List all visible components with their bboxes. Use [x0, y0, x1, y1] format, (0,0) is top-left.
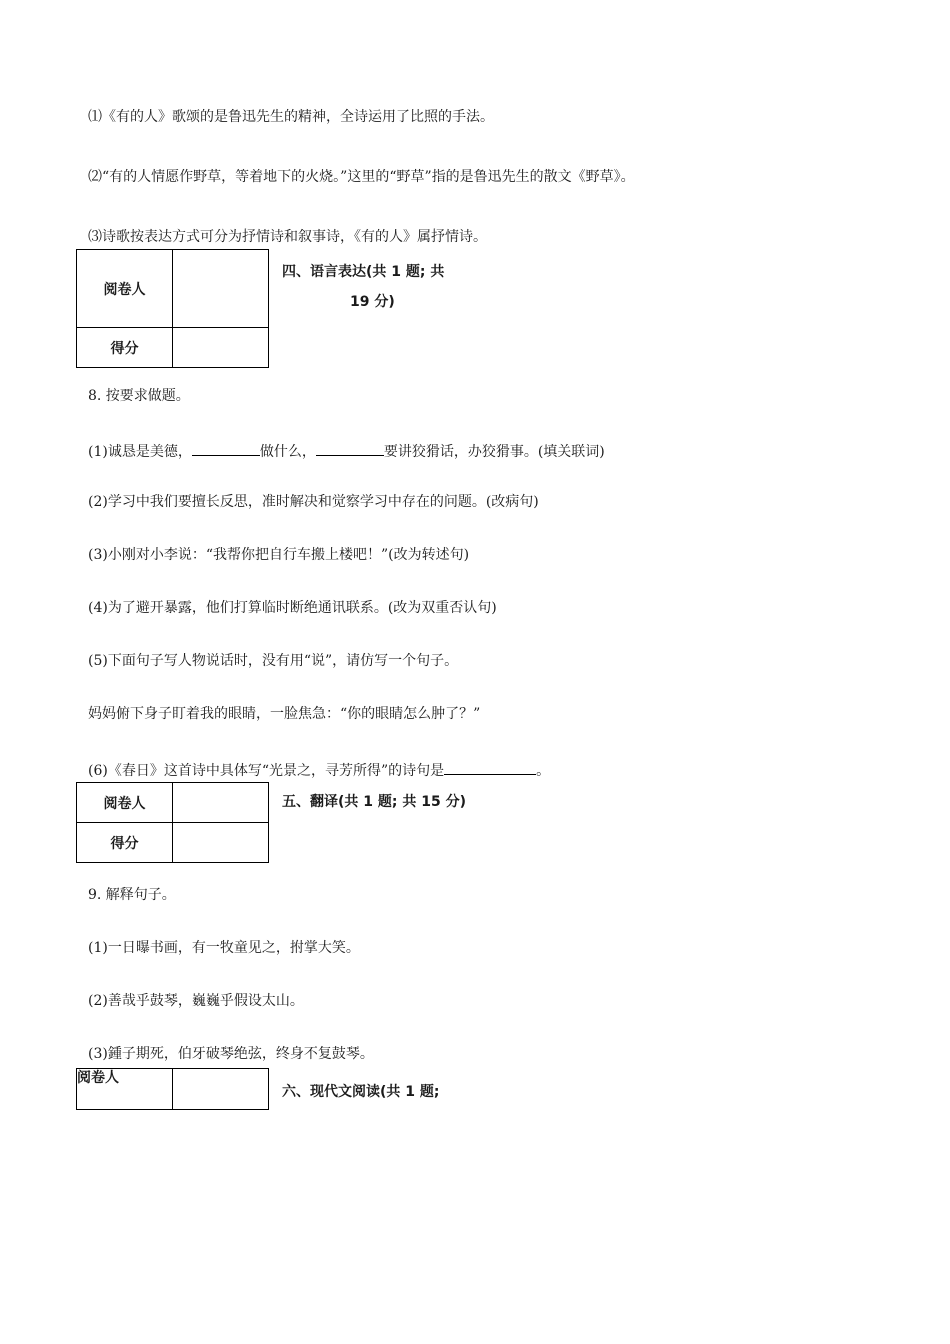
fill-blank-2[interactable] [316, 439, 384, 456]
question-8-item-5: (5)下面句子写人物说话时，没有用“说”，请仿写一个句子。 [88, 653, 459, 669]
question-8-item-1 [88, 439, 605, 462]
question-9-item-1: (1)一日曝书画，有一牧童见之，拊掌大笑。 [88, 940, 360, 956]
statement-2: ⑵“有的人情愿作野草，等着地下的火烧。”这里的“野草”指的是鲁迅先生的散文《野草》。 [88, 169, 635, 185]
score-cell[interactable] [173, 823, 269, 863]
question-8-item-2: (2)学习中我们要擅长反思，准时解决和觉察学习中存在的问题。(改病句) [88, 494, 539, 510]
score-box-section-6 [76, 1068, 269, 1110]
q8-item1-part-a: (1)诚恳是美德， [88, 444, 192, 460]
q8-item1-part-b: 做什么， [259, 444, 316, 460]
reviewer-cell[interactable] [173, 250, 269, 328]
score-cell[interactable] [173, 328, 269, 368]
fill-blank-3[interactable] [444, 758, 536, 775]
q8-item6-part-b: 。 [536, 763, 551, 779]
question-9-item-3: (3)鍾子期死，伯牙破琴绝弦，终身不复鼓琴。 [88, 1046, 374, 1062]
q8-item6-part-a: (6)《春日》这首诗中具体写“光景之，寻芳所得”的诗句是 [88, 763, 445, 779]
reviewer-cell[interactable] [173, 783, 269, 823]
score-label: 得分 [77, 823, 173, 863]
section-6-heading: 六、现代文阅读(共 1 题; [282, 1084, 440, 1100]
question-9-title: 9. 解释句子。 [88, 887, 176, 903]
question-8-item-3: (3)小刚对小李说：“我帮你把自行车搬上楼吧！”(改为转述句) [88, 547, 470, 563]
question-8-item-6 [88, 758, 550, 781]
question-9-item-2: (2)善哉乎鼓琴，巍巍乎假设太山。 [88, 993, 304, 1009]
statement-1: ⑴《有的人》歌颂的是鲁迅先生的精神，全诗运用了比照的手法。 [88, 109, 494, 125]
section-4-heading-line2: 19 分) [350, 294, 395, 310]
section-5-heading: 五、翻译(共 1 题; 共 15 分) [282, 794, 466, 810]
score-box-section-4 [76, 249, 269, 368]
reviewer-cell[interactable] [173, 1069, 269, 1110]
score-label: 得分 [77, 328, 173, 368]
q8-item1-part-c: 要讲狡猾话，办狡猾事。(填关联词) [383, 444, 605, 460]
reviewer-label: 阅卷人 [77, 250, 173, 328]
score-box-section-5 [76, 782, 269, 863]
question-8-item-4: (4)为了避开暴露，他们打算临时断绝通讯联系。(改为双重否认句) [88, 600, 497, 616]
reviewer-label: 阅卷人 [77, 1069, 173, 1110]
reviewer-label: 阅卷人 [77, 783, 173, 823]
question-8-item-5-example: 妈妈俯下身子盯着我的眼睛，一脸焦急：“你的眼睛怎么肿了？” [88, 706, 481, 722]
section-4-heading [282, 257, 444, 317]
fill-blank-1[interactable] [192, 439, 260, 456]
question-8-title: 8. 按要求做题。 [88, 388, 190, 404]
section-4-heading-line1: 四、语言表达(共 1 题; 共 [282, 264, 445, 280]
statement-3: ⑶诗歌按表达方式可分为抒情诗和叙事诗，《有的人》属抒情诗。 [88, 229, 487, 245]
